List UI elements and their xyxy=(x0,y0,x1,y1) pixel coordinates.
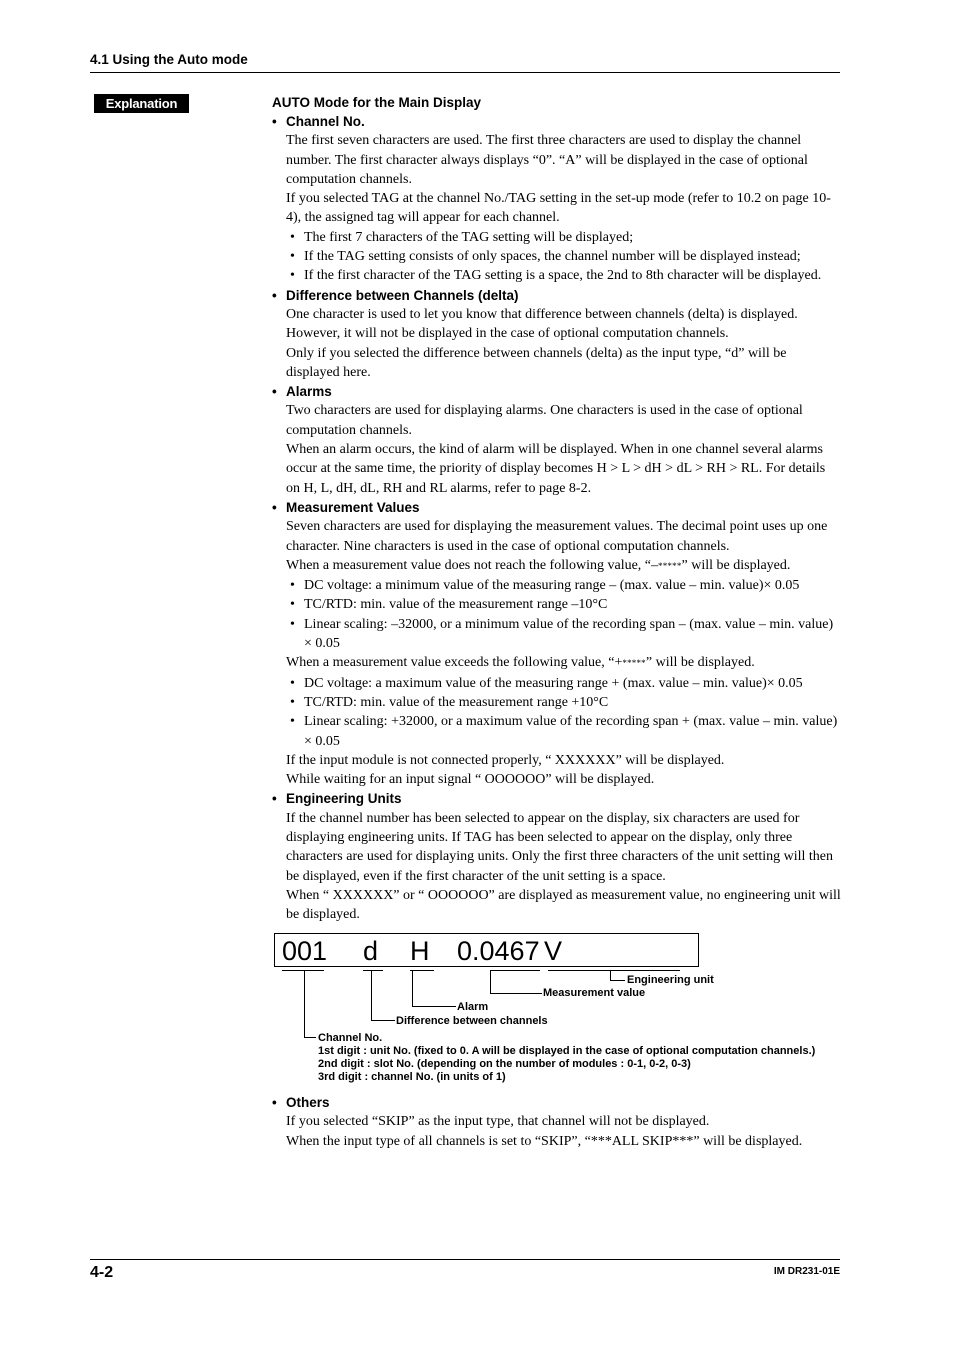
channel-underline xyxy=(282,970,324,971)
list-item: • Linear scaling: +32000, or a maximum value of the recording span + (max. value – min. value) × 0.05 xyxy=(290,714,838,749)
list-item: • DC voltage: a minimum value of the measuring range – (max. value – min. value)× 0.05 xyxy=(290,578,800,594)
heading-alarms: • Alarms xyxy=(272,384,332,400)
label-delta: Difference between channels xyxy=(396,1015,548,1027)
others-body xyxy=(272,1112,842,1151)
header-rule xyxy=(90,72,840,73)
main-heading: AUTO Mode for the Main Display xyxy=(272,95,482,110)
measurement-paragraph: If the input module is not connected properly, “ XXXXXX” will be displayed. xyxy=(286,752,725,768)
heading-units: • Engineering Units xyxy=(272,791,402,807)
label-digit3: 3rd digit : channel No. (in units of 1) xyxy=(318,1071,506,1083)
overrange-paragraph: When a measurement value exceeds the following value, “+*****” will be displayed. xyxy=(286,655,755,671)
display-diagram xyxy=(274,933,834,1085)
heading-channel: • Channel No. xyxy=(272,114,365,129)
list-item: • Linear scaling: –32000, or a minimum value of the recording span – (max. value – min. value) × 0.05 xyxy=(290,616,834,652)
display-unit: V xyxy=(544,936,563,966)
label-measurement-value: Measurement value xyxy=(543,987,646,999)
unit-leader xyxy=(610,970,611,980)
list-item: • If the TAG setting consists of only spaces, the channel number will be displayed instead; xyxy=(290,249,801,265)
delta-underline xyxy=(363,970,383,971)
channel-paragraph: If you selected TAG at the channel No./TAG setting in the set-up mode (refer to 10.2 on page 10-4), the assigned tag will appear for each channel. xyxy=(286,191,831,226)
unit-underline xyxy=(548,970,680,971)
heading-others: • Others xyxy=(272,1095,330,1110)
alarms-body xyxy=(272,401,842,497)
explanation-badge: Explanation xyxy=(94,94,189,113)
alarms-paragraph: When an alarm occurs, the kind of alarm will be displayed. When in one channel several alarms occur at the same time, the priority of display becomes H > L > dH > dL > RH > RL. For details on H, L, dH, dL, RH and RL alarms, refer to page 8-2. xyxy=(286,442,826,496)
others-section xyxy=(272,1093,842,1151)
units-paragraph: When “ XXXXXX” or “ OOOOOO” are displayed as measurement value, no engineering unit will be displayed. xyxy=(286,887,841,923)
alarm-leader xyxy=(412,970,413,1006)
others-paragraph: When the input type of all channels is set to “SKIP”, “***ALL SKIP***” will be displayed. xyxy=(286,1133,803,1149)
channel-leader xyxy=(304,970,305,1037)
display-channel: 001 xyxy=(282,936,328,966)
list-item: • DC voltage: a maximum value of the measuring range + (max. value – min. value)× 0.05 xyxy=(290,675,803,691)
display-alarm: H xyxy=(410,936,430,966)
delta-paragraph: Only if you selected the difference between channels (delta) as the input type, “d” will be displayed here. xyxy=(286,345,787,380)
alarms-paragraph: Two characters are used for displaying alarms. One characters is used in the case of optional computation channels. xyxy=(286,403,803,438)
delta-paragraph: One character is used to let you know that difference between channels (delta) is displayed. However, it will not be displayed in the case of optional computation channels. xyxy=(286,306,798,342)
heading-delta: • Difference between Channels (delta) xyxy=(272,287,519,303)
underrange-paragraph: When a measurement value does not reach the following value, “–*****” will be displayed. xyxy=(286,557,791,573)
list-item: • If the first character of the TAG setting is a space, the 2nd to 8th character will be displayed. xyxy=(290,268,822,284)
channel-body xyxy=(272,131,842,285)
label-digit1: 1st digit : unit No. (fixed to 0. A will be displayed in the case of optional computation channels.) xyxy=(318,1045,816,1057)
list-item: • The first 7 characters of the TAG setting will be displayed; xyxy=(290,229,634,245)
label-channel: Channel No. xyxy=(318,1032,383,1044)
page-number: 4-2 xyxy=(90,1264,114,1281)
units-paragraph: If the channel number has been selected to appear on the display, six characters are used for displaying engineering units. If TAG has been selected to appear on the display, only three characters are used for displaying units. Only the first three characters of the unit setting will then be displayed, even if the first character of the unit setting is a space. xyxy=(286,810,833,884)
label-alarm: Alarm xyxy=(457,1001,489,1013)
value-leader xyxy=(490,970,491,993)
delta-body xyxy=(272,305,842,382)
label-engineering-unit: Engineering unit xyxy=(627,974,714,986)
main-content xyxy=(272,93,842,924)
measurement-paragraph: Seven characters are used for displaying the measurement values. The decimal point uses up one character. Nine characters is used in the case of optional computation channels. xyxy=(286,519,828,554)
value-underline xyxy=(490,970,540,971)
measurement-body xyxy=(272,517,842,789)
alarm-underline xyxy=(410,970,434,971)
list-item: • TC/RTD: min. value of the measurement range –10°C xyxy=(290,597,608,613)
footer-rule xyxy=(90,1259,840,1260)
section-header: 4.1 Using the Auto mode xyxy=(90,52,248,67)
channel-paragraph: The first seven characters are used. The first three characters are used to display the channel number. The first character always displays “0”. “A” will be displayed in the case of optional computation channels. xyxy=(286,133,808,187)
others-paragraph: If you selected “SKIP” as the input type, that channel will not be displayed. xyxy=(286,1114,710,1130)
display-value: 0.0467 xyxy=(457,936,540,966)
units-body xyxy=(272,809,842,925)
heading-measurement: • Measurement Values xyxy=(272,499,420,515)
document-id: IM DR231-01E xyxy=(773,1266,840,1277)
measurement-paragraph: While waiting for an input signal “ OOOOOO” will be displayed. xyxy=(286,772,655,788)
list-item: • TC/RTD: min. value of the measurement range +10°C xyxy=(290,694,609,710)
label-digit2: 2nd digit : slot No. (depending on the number of modules : 0-1, 0-2, 0-3) xyxy=(318,1058,691,1070)
delta-leader xyxy=(371,970,372,1020)
display-delta: d xyxy=(363,936,379,966)
